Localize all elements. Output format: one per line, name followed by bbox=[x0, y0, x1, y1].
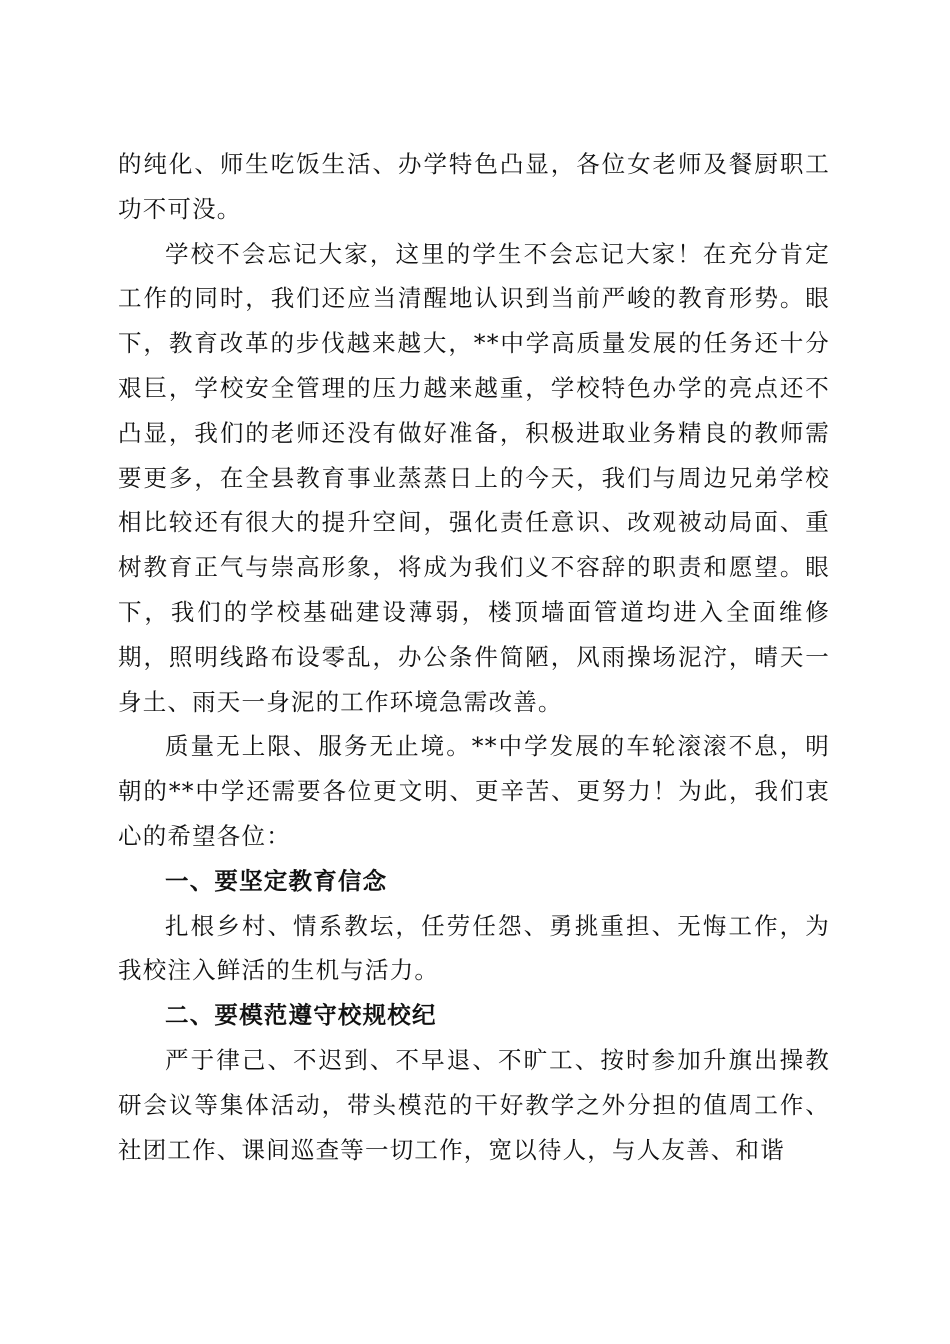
document-body bbox=[118, 142, 830, 1172]
section-heading-1: 一、要坚定教育信念 bbox=[165, 866, 388, 895]
paragraph-section-1: 扎根乡村、情系教坛，任劳任怨、勇挑重担、无悔工作，为我校注入鲜活的生机与活力。 bbox=[118, 911, 830, 985]
paragraph-continuation: 的纯化、师生吃饭生活、办学特色凸显，各位女老师及餐厨职工功不可没。 bbox=[118, 150, 830, 223]
paragraph-education-situation: 学校不会忘记大家，这里的学生不会忘记大家！在充分肯定工作的同时，我们还应当清醒地认识到当前严峻的教育形势。眼下，教育改革的步伐越来越大，**中学高质量发展的任务还十分艰巨，学校安全管理的压力越来越重，学校特色办学的亮点还不凸显，我们的老师还没有做好准备，积极进取业务精良的教师需要更多，在全县教育事业蒸蒸日上的今天，我们与周边兄弟学校相比较还有很大的提升空间，强化责任意识、改观被动局面、重树教育正气与崇高形象，将成为我们义不容辞的职责和愿望。眼下，我们的学校基础建设薄弱，楼顶墙面管道均进入全面维修期，照明线路布设零乱，办公条件简陋，风雨操场泥泞，晴天一身土、雨天一身泥的工作环境急需改善。 bbox=[118, 239, 830, 716]
section-heading-2: 二、要模范遵守校规校纪 bbox=[165, 1001, 437, 1030]
paragraph-section-2: 严于律己、不迟到、不早退、不旷工、按时参加升旗出操教研会议等集体活动，带头模范的干好教学之外分担的值周工作、社团工作、课间巡查等一切工作，宽以待人，与人友善、和谐 bbox=[118, 1045, 830, 1164]
paragraph-expectations-intro: 质量无上限、服务无止境。**中学发展的车轮滚滚不息，明朝的**中学还需要各位更文明、更辛苦、更努力！为此，我们衷心的希望各位： bbox=[118, 732, 830, 850]
